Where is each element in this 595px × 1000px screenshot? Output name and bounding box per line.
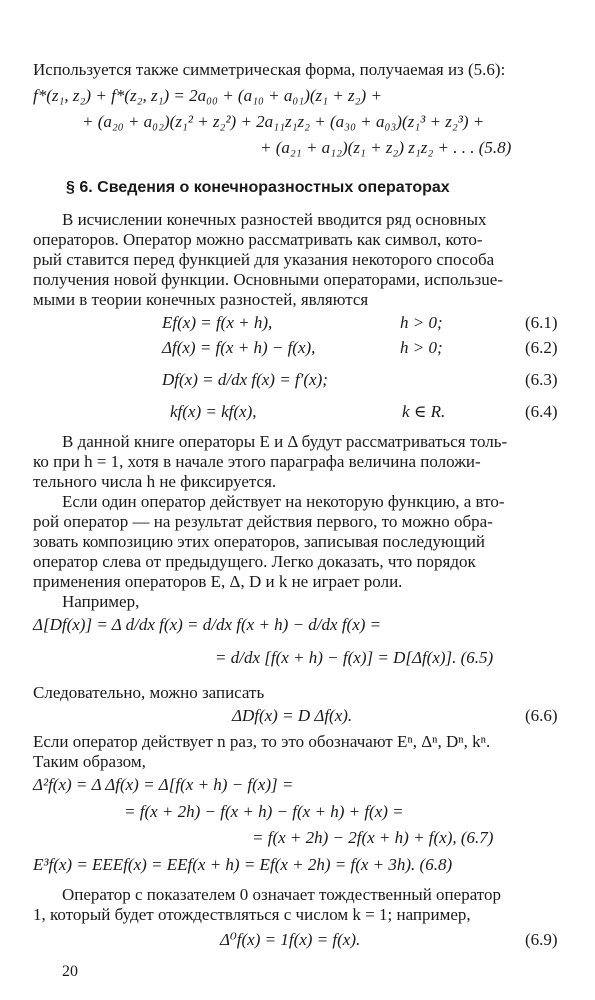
naprimer-line: Например, [62, 592, 140, 611]
eq-6-4: kf(x) = kf(x), [170, 402, 257, 421]
para1-line-5: мыми в теории конечных разностей, являются [33, 290, 369, 309]
eq-6-5-line-1: Δ[Df(x)] = Δ d/dx f(x) = d/dx f(x + h) − d/dx f(x) = [33, 615, 382, 634]
para1-line-1: В исчислении конечных разностей вводится ряд основных [62, 210, 487, 229]
page-number: 20 [62, 963, 78, 980]
para3-line-3: зовать композицию этих операторов, записывая последующий [33, 532, 486, 551]
eq-6-9: Δ⁰f(x) = 1f(x) = f(x). [220, 930, 361, 949]
eq-5-8-line-1: f*(z₁, z₂) + f*(z₂, z₁) = 2a₀₀ + (a₁₀ + a₀₁)(z₁ + z₂) + [33, 86, 382, 105]
para3-line-1: Если один оператор действует на некоторую функцию, а вто- [62, 492, 505, 511]
eq-6-6: ΔDf(x) = D Δf(x). [232, 706, 353, 725]
para3-line-5: применения операторов E, Δ, D и k не играет роли. [33, 572, 403, 591]
eq-6-3-number: (6.3) [525, 370, 558, 389]
intro-line: Используется также симметрическая форма, получаемая из (5.6): [33, 60, 506, 79]
section-heading: § 6. Сведения о конечноразностных операторах [66, 179, 450, 196]
para5-line-2: 1, который будет отождествляться с числом k = 1; например, [33, 905, 471, 924]
para1-line-4: получения новой функции. Основными операторами, использue- [33, 270, 503, 289]
para1-line-3: рый ставится перед функцией для указания некоторого способа [33, 250, 495, 269]
eq-6-2-condition: h > 0; [400, 338, 443, 357]
para5-line-1: Оператор с показателем 0 означает тождественный оператор [62, 885, 502, 904]
para4-line-1: Если оператор действует n раз, то это обозначают Eⁿ, Δⁿ, Dⁿ, kⁿ. [33, 732, 491, 751]
eq-6-2: Δf(x) = f(x + h) − f(x), [162, 338, 316, 357]
eq-6-5-line-2: = d/dx [f(x + h) − f(x)] = D[Δf(x)]. (6.5) [215, 648, 494, 667]
para3-line-2: рой оператор — на результат действия первого, то можно обра- [33, 512, 493, 531]
eq-6-4-number: (6.4) [525, 402, 558, 421]
para2-line-3: тельного числа h не фиксируется. [33, 472, 277, 491]
eq-6-7-line-3: = f(x + 2h) − 2f(x + h) + f(x), (6.7) [252, 828, 494, 847]
eq-6-1: Ef(x) = f(x + h), [162, 313, 273, 332]
eq-6-3: Df(x) = d/dx f(x) = f′(x); [162, 370, 328, 389]
eq-6-2-number: (6.2) [525, 338, 558, 357]
para4-line-2: Таким образом, [33, 752, 146, 771]
eq-6-7-line-1: Δ²f(x) = Δ Δf(x) = Δ[f(x + h) − f(x)] = [33, 775, 294, 794]
sledovatelno-line: Следовательно, можно записать [33, 683, 265, 702]
eq-6-6-number: (6.6) [525, 706, 558, 725]
eq-6-8: E³f(x) = EEEf(x) = EEf(x + h) = Ef(x + 2h) = f(x + 3h). (6.8) [33, 855, 453, 874]
eq-6-4-condition: k ∈ R. [402, 402, 446, 421]
para2-line-2: ко при h = 1, хотя в начале этого параграфа величина положи- [33, 452, 481, 471]
eq-6-1-number: (6.1) [525, 313, 558, 332]
eq-5-8-line-3: + (a₂₁ + a₁₂)(z₁ + z₂) z₁z₂ + . . . (5.8) [260, 138, 512, 157]
para3-line-4: оператор слева от предыдущего. Легко доказать, что порядок [33, 552, 476, 571]
para1-line-2: операторов. Оператор можно рассматривать как символ, кото- [33, 230, 483, 249]
eq-6-1-condition: h > 0; [400, 313, 443, 332]
eq-5-8-line-2: + (a₂₀ + a₀₂)(z₁² + z₂²) + 2a₁₁z₁z₂ + (a₃₀ + a₀₃)(z₁³ + z₂³) + [82, 112, 485, 131]
para2-line-1: В данной книге операторы E и Δ будут рассматриваться толь- [62, 432, 508, 451]
eq-6-7-line-2: = f(x + 2h) − f(x + h) − f(x + h) + f(x) = [124, 802, 404, 821]
eq-6-9-number: (6.9) [525, 930, 558, 949]
